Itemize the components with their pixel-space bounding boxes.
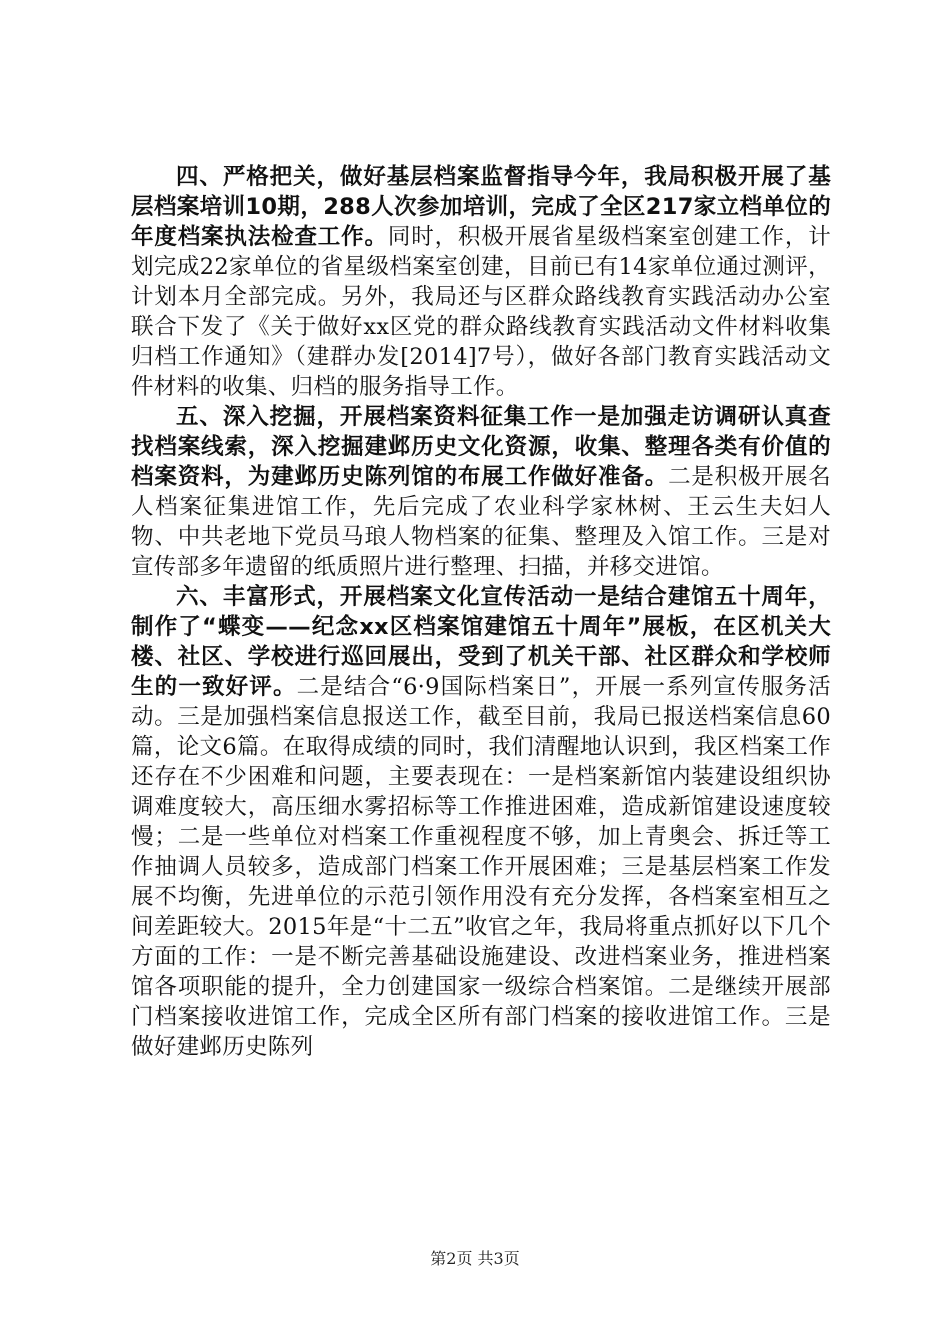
- paragraph-4: [131, 162, 831, 402]
- paragraph-5-heading: 五、深入挖掘，开展档案资料征集工作一是加强走访调研认真查找档案线索，深入挖掘建邺历史文化资源，收集、整理各类有价值的档案资料，为建邺历史陈列馆的布展工作做好准备。: [131, 404, 831, 490]
- paragraph-6: [131, 582, 831, 1062]
- paragraph-5-body: 二是积极开展名人档案征集进馆工作，先后完成了农业科学家林树、王云生夫妇人物、中共老地下党员马琅人物档案的征集、整理及入馆工作。三是对宣传部多年遗留的纸质照片进行整理、扫描，并移交进馆。: [131, 464, 831, 580]
- page-number-footer: 第2页 共3页: [430, 1249, 520, 1268]
- paragraph-6-heading: 六、丰富形式，开展档案文化宣传活动一是结合建馆五十周年，制作了“蝶变——纪念xx区档案馆建馆五十周年”展板，在区机关大楼、社区、学校进行巡回展出，受到了机关干部、社区群众和学校师生的一致好评。: [131, 584, 831, 700]
- paragraph-4-heading: 四、严格把关，做好基层档案监督指导今年，我局积极开展了基层档案培训10期，288人次参加培训，完成了全区217家立档单位的年度档案执法检查工作。: [131, 164, 831, 250]
- paragraph-6-body: 二是结合“6·9国际档案日”，开展一系列宣传服务活动。三是加强档案信息报送工作，截至目前，我局已报送档案信息60篇，论文6篇。在取得成绩的同时，我们清醒地认识到，我区档案工作还存在不少困难和问题，主要表现在：一是档案新馆内装建设组织协调难度较大，高压细水雾招标等工作推进困难，造成新馆建设速度较慢；二是一些单位对档案工作重视程度不够，加上青奥会、拆迁等工作抽调人员较多，造成部门档案工作开展困难；三是基层档案工作发展不均衡，先进单位的示范引领作用没有充分发挥，各档案室相互之间差距较大。2015年是“十二五”收官之年，我局将重点抓好以下几个方面的工作：一是不断完善基础设施建设、改进档案业务，推进档案馆各项职能的提升，全力创建国家一级综合档案馆。二是继续开展部门档案接收进馆工作，完成全区所有部门档案的接收进馆工作。三是做好建邺历史陈列: [131, 674, 831, 1060]
- paragraph-4-body: 同时，积极开展省星级档案室创建工作，计划完成22家单位的省星级档案室创建，目前已有14家单位通过测评，计划本月全部完成。另外，我局还与区群众路线教育实践活动办公室联合下发了《关于做好xx区党的群众路线教育实践活动文件材料收集归档工作通知》（建群办发[2014]7号），做好各部门教育实践活动文件材料的收集、归档的服务指导工作。: [131, 224, 831, 400]
- paragraph-5: [131, 402, 831, 582]
- document-body: [131, 162, 831, 1062]
